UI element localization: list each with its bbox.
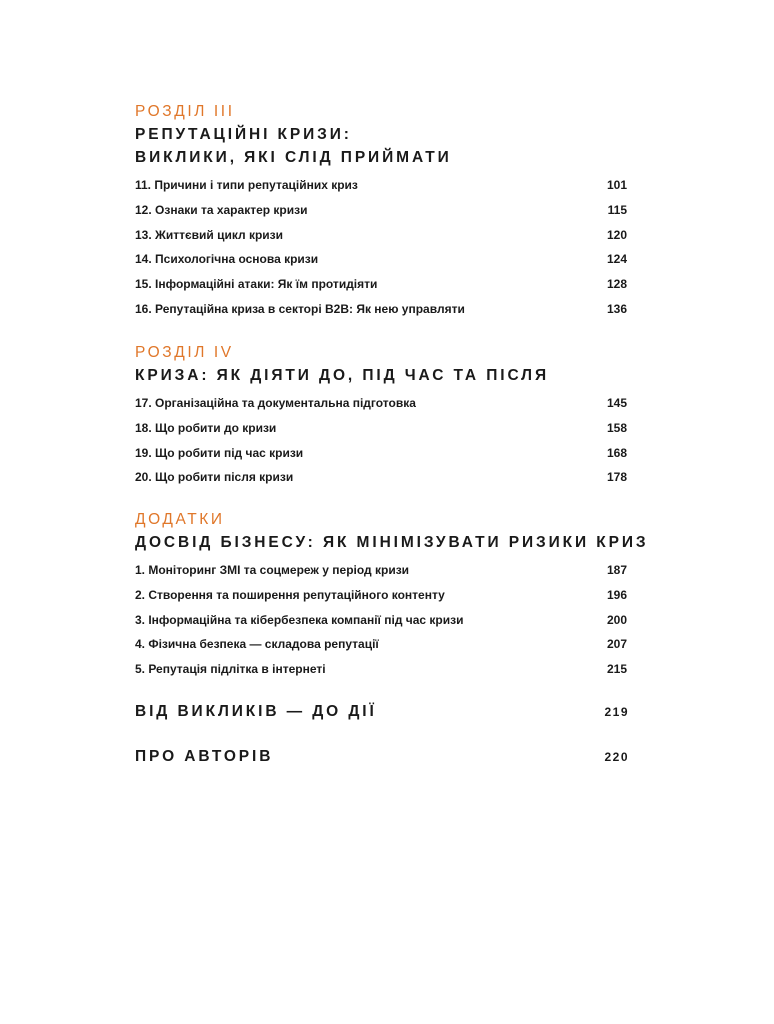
- toc-entry-page: 101: [606, 178, 627, 192]
- toc-entry-page: 215: [606, 662, 627, 677]
- section-label: РОЗДІЛ IV: [135, 344, 234, 361]
- toc-entry[interactable]: [135, 178, 627, 203]
- toc-entry-title: 11. Причини і типи репутаційних криз: [135, 178, 358, 192]
- toc-entry-title: 19. Що робити під час кризи: [135, 445, 304, 460]
- toc-entry-page: 207: [606, 637, 627, 652]
- toc-entry-page: 187: [606, 563, 627, 577]
- toc-entry[interactable]: [135, 637, 627, 662]
- toc-entry-page: 124: [606, 252, 627, 267]
- toc-entry-title: 20. Що робити після кризи: [135, 470, 294, 485]
- section-title-line-1: ДОСВІД БІЗНЕСУ: ЯК МІНІМІЗУВАТИ РИЗИКИ КРИЗ: [135, 534, 649, 551]
- toc-entry-title: 1. Моніторинг ЗМІ та соцмереж у період кризи: [135, 563, 410, 577]
- toc-entry[interactable]: [135, 421, 627, 446]
- standalone-title: ВІД ВИКЛИКІВ — ДО ДІЇ: [135, 703, 377, 720]
- toc-section-3: [135, 101, 627, 327]
- toc-entry-title: 12. Ознаки та характер кризи: [135, 202, 308, 217]
- toc-entry-page: 196: [606, 587, 627, 602]
- toc-entry-page: 120: [606, 227, 627, 242]
- toc-entry-title: 3. Інформаційна та кібербезпека компанії під час кризи: [135, 612, 464, 627]
- toc-entry-title: 15. Інформаційні атаки: Як їм протидіяти: [135, 277, 378, 292]
- toc-entry[interactable]: [135, 446, 627, 471]
- toc-section-4: [135, 342, 627, 495]
- toc-entry[interactable]: [135, 228, 627, 253]
- toc-entry-page: 168: [606, 445, 627, 460]
- section-title-line-1: КРИЗА: ЯК ДІЯТИ ДО, ПІД ЧАС ТА ПІСЛЯ: [135, 367, 549, 384]
- toc-entry-page: 200: [606, 612, 627, 627]
- standalone-page: 220: [604, 750, 629, 764]
- toc-entry-page: 158: [606, 420, 627, 435]
- toc-entry[interactable]: [135, 277, 627, 302]
- toc-entries: [135, 178, 627, 327]
- toc-entry[interactable]: [135, 662, 627, 687]
- section-label: РОЗДІЛ III: [135, 103, 235, 120]
- toc-entry[interactable]: [135, 203, 627, 228]
- toc-entry-title: 13. Життєвий цикл кризи: [135, 227, 284, 242]
- toc-entry-page: 136: [606, 301, 627, 316]
- toc-entry[interactable]: [135, 588, 627, 613]
- toc-entry[interactable]: [135, 252, 627, 277]
- section-title-line-2: ВИКЛИКИ, ЯКІ СЛІД ПРИЙМАТИ: [135, 149, 452, 166]
- toc-entry-title: 17. Організаційна та документальна підготовка: [135, 396, 416, 410]
- toc-entry-page: 115: [607, 202, 627, 217]
- toc-entry-title: 5. Репутація підлітка в інтернеті: [135, 662, 326, 677]
- toc-entries: [135, 396, 627, 495]
- toc-entries: [135, 563, 627, 687]
- toc-standalone-entry[interactable]: [135, 703, 629, 721]
- standalone-title: ПРО АВТОРІВ: [135, 748, 274, 765]
- toc-entry-title: 2. Створення та поширення репутаційного контенту: [135, 587, 445, 602]
- toc-entry[interactable]: [135, 396, 627, 421]
- toc-entry[interactable]: [135, 613, 627, 638]
- toc-section-appendices: [135, 509, 649, 687]
- toc-entry[interactable]: [135, 470, 627, 495]
- section-label: ДОДАТКИ: [135, 511, 225, 528]
- toc-standalone-entry[interactable]: [135, 748, 629, 766]
- toc-entry[interactable]: [135, 302, 627, 327]
- toc-entry-title: 16. Репутаційна криза в секторі B2B: Як нею управляти: [135, 301, 465, 316]
- section-title-line-1: РЕПУТАЦІЙНІ КРИЗИ:: [135, 126, 352, 143]
- toc-entry-page: 178: [606, 470, 627, 485]
- standalone-page: 219: [604, 705, 629, 719]
- toc-entry-page: 145: [606, 396, 627, 410]
- toc-entry[interactable]: [135, 563, 627, 588]
- toc-entry-title: 14. Психологічна основа кризи: [135, 252, 319, 267]
- toc-entry-title: 18. Що робити до кризи: [135, 420, 277, 435]
- toc-entry-page: 128: [606, 277, 627, 292]
- toc-entry-title: 4. Фізична безпека — складова репутації: [135, 637, 379, 652]
